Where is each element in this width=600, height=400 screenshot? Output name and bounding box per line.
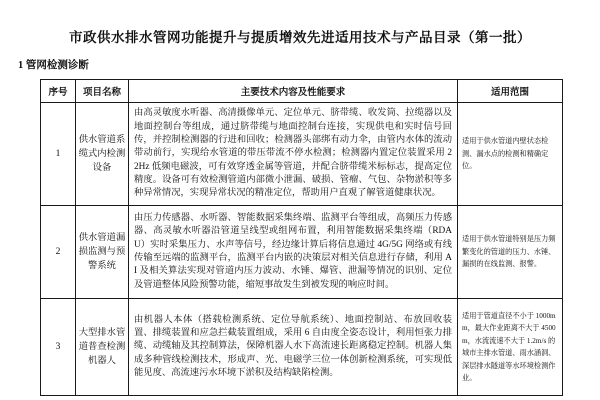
col-header-name: 项目名称 <box>76 80 129 103</box>
row1-content: 由高灵敏度水听器、高清摄像单元、定位单元、脐带缆、收发筒、拉缆器以及地面控制台等组成，通过脐带缆与地面控制台连接，实现供电和实时信号回传，并控制检测器的行进和回收；检测器头部绑有动力伞，由管内水体的流动带动前行，实现给水管道的带压带流不停水检测；检测器内置定位装置采用 22Hz 低频电磁波，可有效穿透金属等管道，并配合脐带缆米标标志，提高定位精度。设备可有效检测管道内部微小泄漏、破损、管瘤、气包、杂物淤积等多种异常情况，实现异常状况的精准定位，帮助用户直观了解管道健康状况。 <box>129 103 458 206</box>
row3-name: 大型排水管道普查检测机器人 <box>76 299 129 396</box>
row1-seq: 1 <box>41 103 76 206</box>
col-header-scope: 适用范围 <box>458 80 563 103</box>
table-row <box>41 103 563 206</box>
col-header-seq: 序号 <box>41 80 76 103</box>
catalog-table <box>40 79 563 396</box>
row1-name: 供水管道系缆式内检测设备 <box>76 103 129 206</box>
col-header-main: 主要技术内容及性能要求 <box>129 80 458 103</box>
row2-scope: 适用于供水管道特别是压力频繁变化的管道的压力、水锤、漏损的在线监测、报警。 <box>458 206 563 299</box>
row3-scope: 适用于管道直径不小于 1000mm，最大作业距离不大于 4500m，水流流速不大于 1.2m/s 的城市主排水管道、雨水涵洞、深层排水隧道等水环境检测作业。 <box>458 299 563 396</box>
table-header-row <box>41 80 563 103</box>
table-row <box>41 206 563 299</box>
page-title: 市政供水排水管网功能提升与提质增效先进适用技术与产品目录（第一批） <box>69 30 531 45</box>
row1-scope: 适用于供水管道内壁状态检测、漏水点的检测和精确定位。 <box>458 103 563 206</box>
row3-content: 由机器人本体（搭载检测系统、定位导航系统）、地面控制站、布放回收装置、排缆装置和应急拦截装置组成，采用 6 自由度全姿态设计，利用恒张力排缆、动缆轴及其控制算法，保障机器人水下高流速长距离稳定控制。机器人集成多种管线检测技术，形成声、光、电磁学三位一体创新检测系统，可实现低能见度、高流速污水环境下淤积及结构缺陷检测。 <box>129 299 458 396</box>
row2-content: 由压力传感器、水听器、智能数据采集终端、监测平台等组成，高频压力传感器、高灵敏水听器沿管道呈线型或组网布置，利用智能数据采集终端（RDAU）实时采集压力、水声等信号，经边缘计算后将信息通过 4G/5G 网络或有线传输至远端的监测平台，监测平台内嵌的决策层对相关信息进行存储，利用 AI 及相关算法实现对管道内压力波动、水锤、爆管、泄漏等情况的识别、定位及管道整体风险预警功能，缩短事故发生到被发现的响应时间。 <box>129 206 458 299</box>
row3-seq: 3 <box>41 299 76 396</box>
section-heading: 1 管网检测诊断 <box>18 60 89 71</box>
table-row <box>41 299 563 396</box>
row2-name: 供水管道漏损监测与预警系统 <box>76 206 129 299</box>
row2-seq: 2 <box>41 206 76 299</box>
